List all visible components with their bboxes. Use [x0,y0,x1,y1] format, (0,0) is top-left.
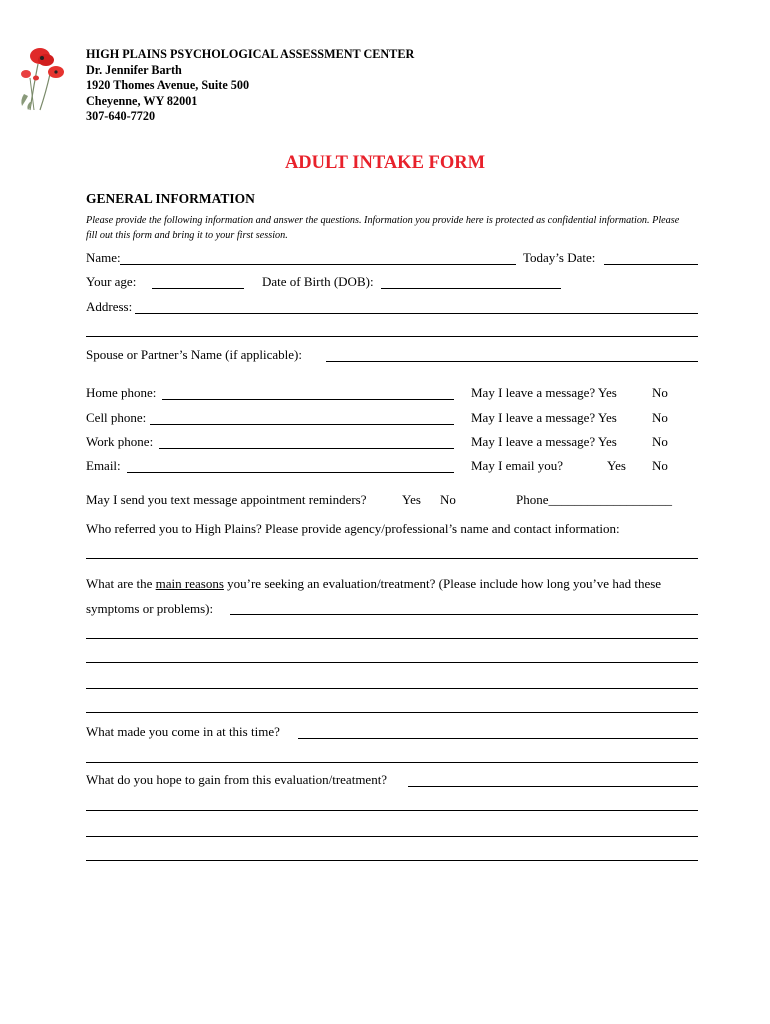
text-reminder-question: May I send you text message appointment reminders? [86,492,367,507]
reasons-field-line1[interactable] [230,614,698,615]
age-field[interactable] [152,288,244,289]
reasons-field-line3[interactable] [86,662,698,663]
work-phone-label: Work phone: [86,434,154,449]
email-question: May I email you? [471,458,564,473]
work-message-no[interactable]: No [652,434,668,449]
referral-field[interactable] [86,558,698,559]
age-label: Your age: [86,274,137,289]
reasons-field-line5[interactable] [86,712,698,713]
spouse-field[interactable] [326,361,698,362]
work-message-question[interactable]: May I leave a message? Yes [471,434,617,449]
cell-message-no[interactable]: No [652,410,668,425]
intro-text: Please provide the following information and answer the questions. Information you provide here is protected as confidential information. Please fill out this form and bring it to your first session. [86,215,680,241]
why-now-question: What made you come in at this time? [86,724,280,739]
dob-label: Date of Birth (DOB): [262,274,374,289]
doctor-name: Dr. Jennifer Barth [86,62,182,77]
home-phone-field[interactable] [162,399,454,400]
section-heading: GENERAL INFORMATION [86,191,255,206]
why-now-field-line2[interactable] [86,762,698,763]
address-label: Address: [86,299,133,314]
hope-field-line3[interactable] [86,836,698,837]
name-label: Name: [86,250,121,265]
dob-field[interactable] [381,288,561,289]
why-now-field-line1[interactable] [298,738,698,739]
hope-field-line2[interactable] [86,810,698,811]
reasons-field-line2[interactable] [86,638,698,639]
address-field-line1[interactable] [135,313,698,314]
letterhead [86,47,414,125]
work-phone-field[interactable] [159,448,454,449]
email-yes[interactable]: Yes [607,458,626,473]
cell-message-question[interactable]: May I leave a message? Yes [471,410,617,425]
name-field[interactable] [120,264,516,265]
reasons-suffix: you’re seeking an evaluation/treatment? (Please include how long you’ve had these [223,576,662,591]
cell-phone-field[interactable] [150,424,454,425]
office-phone: 307-640-7720 [86,109,156,124]
spouse-label: Spouse or Partner’s Name (if applicable): [86,347,302,362]
reasons-question [86,576,661,592]
hope-field-line1[interactable] [408,786,698,787]
reasons-prefix: What are the [86,576,156,591]
todays-date-field[interactable] [604,264,698,265]
reasons-field-line4[interactable] [86,688,698,689]
email-label: Email: [86,458,121,473]
text-reminder-no[interactable]: No [440,492,456,507]
text-reminder-phone[interactable]: Phone___________________ [516,492,672,507]
text-reminder-yes[interactable]: Yes [402,492,421,507]
city-state-zip: Cheyenne, WY 82001 [86,93,198,108]
home-message-question[interactable]: May I leave a message? Yes [471,385,617,400]
email-no[interactable]: No [652,458,668,473]
hope-field-line4[interactable] [86,860,698,861]
home-phone-label: Home phone: [86,385,157,400]
address-field-line2[interactable] [86,336,698,337]
form-title: ADULT INTAKE FORM [284,153,486,173]
org-name: HIGH PLAINS PSYCHOLOGICAL ASSESSMENT CENTER [86,47,415,61]
referral-question: Who referred you to High Plains? Please provide agency/professional’s name and contact information: [86,521,620,536]
poppy-logo [16,44,72,112]
email-field[interactable] [127,472,454,473]
street-address: 1920 Thomes Avenue, Suite 500 [86,78,250,93]
todays-date-label: Today’s Date: [523,250,596,265]
hope-question: What do you hope to gain from this evaluation/treatment? [86,772,388,787]
cell-phone-label: Cell phone: [86,410,147,425]
reasons-question-line2: symptoms or problems): [86,601,214,616]
home-message-no[interactable]: No [652,385,668,400]
reasons-underlined: main reasons [155,576,224,591]
